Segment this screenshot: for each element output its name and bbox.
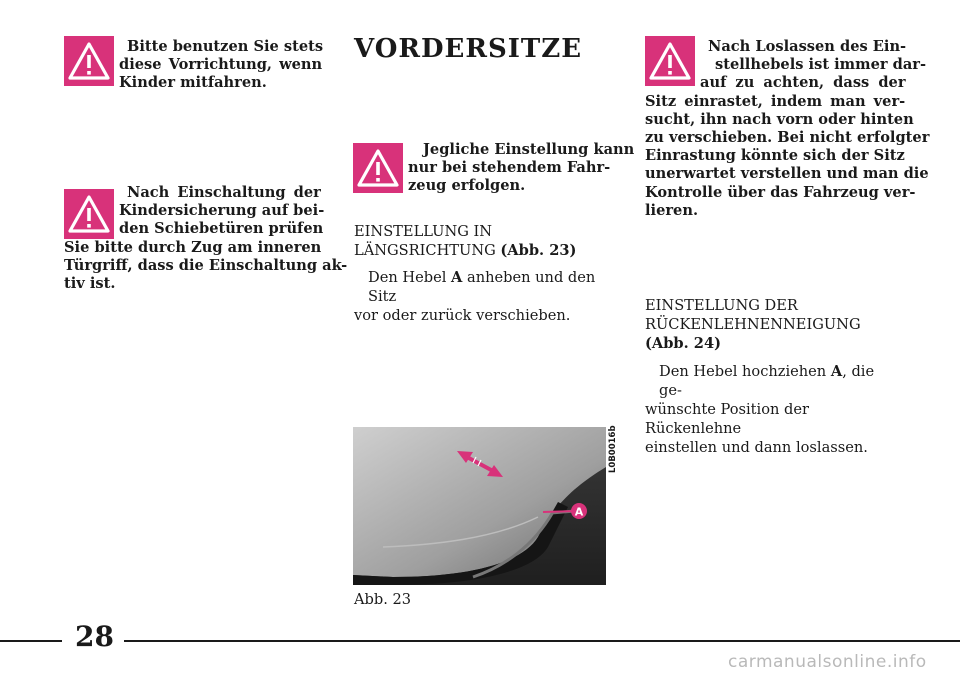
warning-line: Nach Loslassen des Ein- bbox=[708, 38, 907, 55]
warning-line: sucht, ihn nach vorn oder hinten bbox=[645, 110, 914, 128]
warning-line: Kinder mitfahren. bbox=[119, 74, 267, 92]
warning-line: zu verschieben. Bei nicht erfolgter bbox=[645, 129, 930, 147]
warning-line: nur bei stehendem Fahr- bbox=[408, 159, 611, 177]
warning-line: Einrastung könnte sich der Sitz bbox=[645, 147, 905, 165]
lever-reference: A bbox=[830, 363, 843, 380]
section-heading-longitudinal bbox=[354, 222, 608, 260]
warning-line: Nach Einschaltung der bbox=[127, 184, 321, 201]
warning-text-child-lock-usage bbox=[64, 38, 324, 93]
warning-line: unerwartet verstellen und man die bbox=[645, 165, 929, 183]
section-body-longitudinal bbox=[354, 268, 608, 325]
page-title: VORDERSITZE bbox=[354, 34, 583, 64]
body-text: wünschte Position der Rückenlehne bbox=[645, 401, 809, 437]
section-heading-backrest bbox=[645, 296, 897, 353]
watermark: carmanualsonline.info bbox=[728, 652, 927, 672]
body-text: anheben und den Sitz bbox=[368, 269, 596, 305]
page-number: 28 bbox=[75, 620, 114, 653]
warning-line: Sie bitte durch Zug am inneren bbox=[64, 238, 322, 256]
warning-line: Kindersicherung auf bei- bbox=[119, 202, 325, 220]
body-text: Den Hebel hochziehen bbox=[659, 363, 831, 380]
warning-line: den Schiebetüren prüfen bbox=[119, 220, 324, 238]
footer-rule-right bbox=[124, 640, 960, 642]
figure-code-text: L0B0016b bbox=[608, 425, 618, 473]
warning-line: Kontrolle über das Fahrzeug ver- bbox=[645, 183, 916, 201]
warning-line: Bitte benutzen Sie stets bbox=[127, 38, 324, 55]
heading-line: LÄNGSRICHTUNG bbox=[354, 242, 496, 259]
warning-line: lieren. bbox=[645, 201, 699, 219]
body-text: , die ge- bbox=[659, 363, 875, 399]
footer-rule-left bbox=[0, 640, 62, 642]
heading-line: EINSTELLUNG IN bbox=[354, 223, 493, 240]
body-text: vor oder zurück verschieben. bbox=[354, 307, 571, 324]
section-body-backrest bbox=[645, 362, 897, 457]
warning-text-child-safety-check bbox=[64, 184, 348, 293]
warning-line: Jegliche Einstellung kann bbox=[423, 141, 635, 158]
warning-text-seat-lock bbox=[645, 38, 930, 220]
body-text: Den Hebel bbox=[368, 269, 452, 286]
warning-text-stationary bbox=[353, 141, 635, 196]
warning-line: diese Vorrichtung, wenn bbox=[119, 56, 323, 74]
figure-reference: (Abb. 23) bbox=[500, 242, 577, 259]
warning-line: Türgriff, dass die Einschaltung ak- bbox=[64, 256, 348, 274]
warning-line: auf zu achten, dass der bbox=[700, 74, 906, 92]
heading-line: EINSTELLUNG DER bbox=[645, 297, 798, 314]
warning-line: stellhebels ist immer dar- bbox=[715, 56, 927, 74]
warning-line: tiv ist. bbox=[64, 275, 116, 293]
warning-line: Sitz einrastet, indem man ver- bbox=[645, 92, 906, 110]
lever-label-a: A bbox=[574, 505, 584, 519]
heading-line: RÜCKENLEHNENNEIGUNG bbox=[645, 316, 861, 333]
figure-code bbox=[606, 427, 620, 477]
figure-caption: Abb. 23 bbox=[354, 591, 412, 608]
warning-line: zeug erfolgen. bbox=[408, 177, 526, 195]
body-text: einstellen und dann loslassen. bbox=[645, 439, 868, 456]
figure-reference: (Abb. 24) bbox=[645, 335, 722, 352]
seat-adjustment-photo bbox=[353, 427, 606, 585]
lever-reference: A bbox=[451, 269, 463, 286]
